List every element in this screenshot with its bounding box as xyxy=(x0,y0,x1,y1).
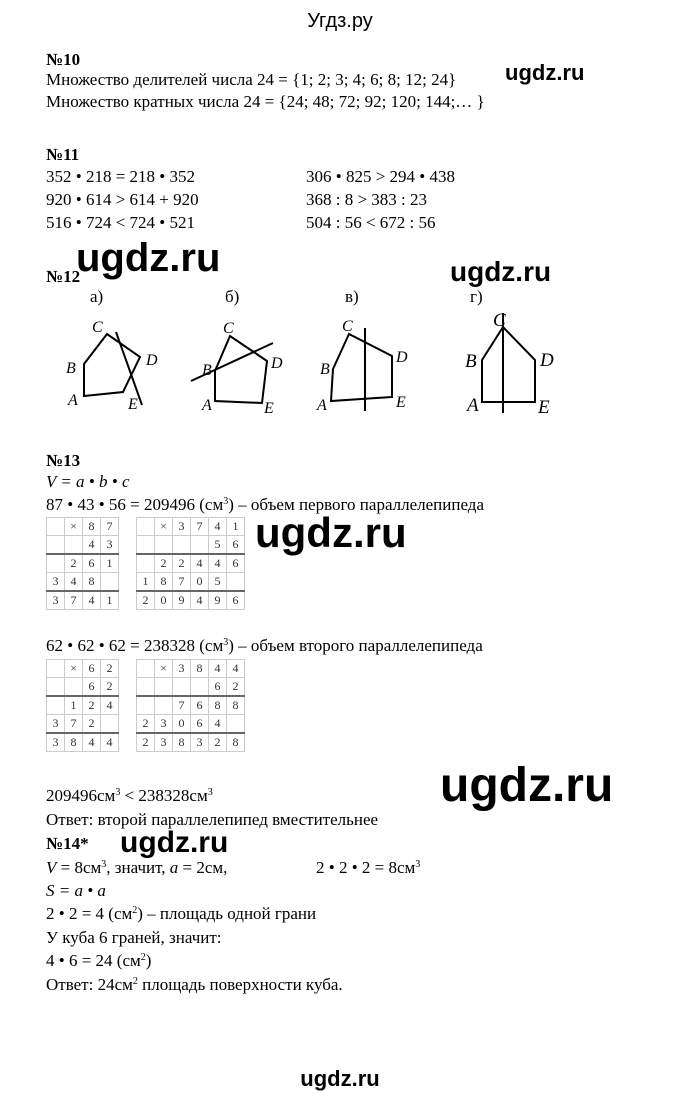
task-10-title: №10 xyxy=(46,50,81,69)
grid-cell: × xyxy=(65,660,83,678)
vertex-label: A xyxy=(467,395,479,416)
grid-cell: 9 xyxy=(209,591,227,610)
figure-label: г) xyxy=(470,287,483,306)
watermark: ugdz.ru xyxy=(255,509,407,556)
grid-cell xyxy=(137,554,155,573)
volume-comparison: $209496см^3 < 238328см^3$ xyxy=(46,786,213,805)
grid-cell xyxy=(47,696,65,715)
grid-cell: 4 xyxy=(101,733,119,752)
grid-cell: 7 xyxy=(173,696,191,715)
site-title: Угдз.ру xyxy=(307,10,373,32)
grid-cell: 3 xyxy=(173,518,191,536)
grid-cell: 3 xyxy=(191,733,209,752)
grid-cell: 8 xyxy=(209,696,227,715)
grid-cell: 6 xyxy=(191,696,209,715)
grid-row xyxy=(137,696,245,715)
figure-d xyxy=(482,313,535,413)
grid-cell: 4 xyxy=(191,591,209,610)
watermark: ugdz.ru xyxy=(440,759,614,812)
grid-cell: 1 xyxy=(65,696,83,715)
task-13-answer: Ответ: второй параллелепипед вместительнее xyxy=(46,810,379,829)
grid-cell: 2 xyxy=(101,660,119,678)
grid-row xyxy=(47,733,119,752)
grid-row xyxy=(137,715,245,734)
grid-cell xyxy=(101,715,119,734)
grid-cell: 3 xyxy=(173,660,191,678)
grid-cell: 5 xyxy=(209,573,227,592)
grid-cell: 3 xyxy=(47,591,65,610)
vertex-label: C xyxy=(493,310,506,331)
vertex-label: B xyxy=(465,351,477,372)
grid-cell xyxy=(137,678,155,697)
grid-cell: 8 xyxy=(227,696,245,715)
task-11-expr: 504 : 56 < 672 : 56 xyxy=(306,213,436,232)
vertex-label: A xyxy=(317,397,327,414)
task-13-title: №13 xyxy=(46,451,81,470)
grid-cell: 8 xyxy=(65,733,83,752)
task-11-expr: 306 • 825 > 294 • 438 xyxy=(306,167,455,186)
task-14-line: 4 • 6 = 24 $(см^2)$ xyxy=(46,951,152,970)
grid-cell: 2 xyxy=(209,733,227,752)
grid-cell: 2 xyxy=(173,554,191,573)
grid-cell: 8 xyxy=(173,733,191,752)
grid-row xyxy=(47,591,119,610)
grid-cell xyxy=(47,518,65,536)
watermark: ugdz.ru xyxy=(450,256,552,287)
vertex-label: C xyxy=(92,319,103,336)
task-14-answer: Ответ: $24см^2$ площадь поверхности куба. xyxy=(46,975,343,994)
task-11-expr: 368 : 8 > 383 : 23 xyxy=(306,190,428,209)
grid-cell: 6 xyxy=(227,554,245,573)
grid-cell: 6 xyxy=(83,678,101,697)
grid-cell: 4 xyxy=(209,660,227,678)
grid-row xyxy=(137,554,245,573)
grid-cell: 5 xyxy=(209,536,227,555)
grid-cell: 4 xyxy=(209,554,227,573)
grid-cell: 3 xyxy=(47,715,65,734)
grid-cell: 4 xyxy=(227,660,245,678)
task-11-expr: 516 • 724 < 724 • 521 xyxy=(46,213,195,232)
grid-row xyxy=(137,591,245,610)
vertex-label: D xyxy=(271,355,283,372)
grid-row xyxy=(47,536,119,555)
task-14-line: 2 • 2 = 4 $(см^2)$ – площадь одной грани xyxy=(46,904,317,923)
multiplication-grid-3 xyxy=(46,659,119,752)
grid-cell: 3 xyxy=(47,573,65,592)
grid-cell: 6 xyxy=(227,591,245,610)
grid-cell: 3 xyxy=(155,715,173,734)
grid-cell: 2 xyxy=(137,591,155,610)
grid-row xyxy=(137,660,245,678)
vertex-label: B xyxy=(202,362,212,379)
grid-cell xyxy=(137,536,155,555)
grid-cell xyxy=(191,536,209,555)
task-11-title: №11 xyxy=(46,145,80,164)
grid-cell: 1 xyxy=(227,518,245,536)
grid-row xyxy=(47,715,119,734)
grid-cell: 2 xyxy=(83,715,101,734)
watermark: ugdz.ru xyxy=(120,826,229,859)
multiplication-grid-1 xyxy=(46,517,119,610)
grid-cell: 8 xyxy=(227,733,245,752)
grid-cell: 8 xyxy=(83,518,101,536)
grid-cell: 4 xyxy=(209,518,227,536)
grid-row xyxy=(137,678,245,697)
grid-cell: 4 xyxy=(83,591,101,610)
task-12-title: №12 xyxy=(46,267,81,286)
volume-formula: V = a • b • c xyxy=(46,472,130,491)
grid-cell: 2 xyxy=(65,554,83,573)
grid-cell: 1 xyxy=(101,591,119,610)
grid-cell: 2 xyxy=(137,733,155,752)
grid-cell: 2 xyxy=(137,715,155,734)
vertex-label: A xyxy=(68,392,78,409)
grid-cell: 4 xyxy=(83,733,101,752)
grid-cell xyxy=(137,696,155,715)
grid-cell: 7 xyxy=(65,715,83,734)
figure-label: б) xyxy=(225,287,240,306)
grid-cell xyxy=(101,573,119,592)
grid-cell: 2 xyxy=(101,678,119,697)
grid-cell xyxy=(173,678,191,697)
grid-row xyxy=(137,536,245,555)
grid-cell: 2 xyxy=(83,696,101,715)
grid-cell: 2 xyxy=(155,554,173,573)
vertex-label: E xyxy=(264,400,274,417)
grid-cell: 2 xyxy=(227,678,245,697)
task-14-title: №14* xyxy=(46,834,89,853)
grid-cell: 0 xyxy=(155,591,173,610)
grid-cell: 4 xyxy=(209,715,227,734)
grid-cell xyxy=(137,660,155,678)
grid-cell: 8 xyxy=(191,660,209,678)
grid-row xyxy=(47,573,119,592)
grid-cell xyxy=(47,660,65,678)
grid-cell: 8 xyxy=(155,573,173,592)
grid-cell: 3 xyxy=(47,733,65,752)
grid-cell: 6 xyxy=(83,660,101,678)
task-11-expr: 352 • 218 = 218 • 352 xyxy=(46,167,195,186)
grid-cell: 0 xyxy=(191,573,209,592)
grid-cell: 8 xyxy=(83,573,101,592)
grid-row xyxy=(137,518,245,536)
vertex-label: C xyxy=(342,318,353,335)
figure-a xyxy=(84,332,142,405)
grid-cell xyxy=(155,536,173,555)
vertex-label: A xyxy=(202,397,212,414)
watermark: ugdz.ru xyxy=(76,236,221,280)
grid-cell xyxy=(227,573,245,592)
grid-cell xyxy=(227,715,245,734)
grid-cell: 7 xyxy=(65,591,83,610)
watermark: ugdz.ru xyxy=(505,60,585,85)
grid-cell xyxy=(155,696,173,715)
grid-cell: 4 xyxy=(101,696,119,715)
footer-site: ugdz.ru xyxy=(300,1066,380,1091)
vertex-label: D xyxy=(146,352,158,369)
vertex-label: E xyxy=(538,397,550,418)
volume-line-2: 62 • 62 • 62 = 238328 $(см^3)$ – объем второго параллелепипеда xyxy=(46,636,483,655)
grid-row xyxy=(137,573,245,592)
grid-cell: 4 xyxy=(83,536,101,555)
grid-cell: × xyxy=(65,518,83,536)
grid-row xyxy=(47,696,119,715)
grid-cell: 1 xyxy=(101,554,119,573)
grid-cell: 6 xyxy=(227,536,245,555)
grid-cell xyxy=(65,536,83,555)
grid-cell: 1 xyxy=(137,573,155,592)
vertex-label: E xyxy=(396,394,406,411)
vertex-label: D xyxy=(396,349,408,366)
figure-label: в) xyxy=(345,287,359,306)
grid-cell: × xyxy=(155,660,173,678)
task-11-expr: 920 • 614 > 614 + 920 xyxy=(46,190,199,209)
grid-row xyxy=(47,554,119,573)
grid-cell: 3 xyxy=(155,733,173,752)
grid-cell: 7 xyxy=(173,573,191,592)
task-14-line: У куба 6 граней, значит: xyxy=(46,928,222,947)
task-10-line: Множество кратных числа 24 = {24; 48; 72; 92; 120; 144;… } xyxy=(46,92,485,111)
grid-cell xyxy=(155,678,173,697)
vertex-label: C xyxy=(223,320,234,337)
figure-label: а) xyxy=(90,287,104,306)
vertex-label: D xyxy=(540,350,554,371)
grid-cell: 7 xyxy=(101,518,119,536)
grid-cell xyxy=(47,536,65,555)
figure-c xyxy=(331,328,392,411)
grid-row xyxy=(47,518,119,536)
grid-cell xyxy=(191,678,209,697)
grid-cell: × xyxy=(155,518,173,536)
area-formula: S = a • a xyxy=(46,881,106,900)
grid-cell: 4 xyxy=(191,554,209,573)
grid-row xyxy=(137,733,245,752)
grid-row xyxy=(47,678,119,697)
vertex-label: B xyxy=(320,361,330,378)
grid-cell: 6 xyxy=(191,715,209,734)
grid-cell: 6 xyxy=(83,554,101,573)
grid-cell xyxy=(65,678,83,697)
grid-cell: 0 xyxy=(173,715,191,734)
grid-cell xyxy=(47,554,65,573)
grid-cell xyxy=(47,678,65,697)
volume-line-1: 87 • 43 • 56 = 209496 $(см^3)$ – объем первого параллелепипеда xyxy=(46,495,484,514)
grid-cell xyxy=(137,518,155,536)
multiplication-grid-2 xyxy=(136,517,245,610)
grid-cell: 4 xyxy=(65,573,83,592)
vertex-label: B xyxy=(66,360,76,377)
task-14-check: 2 • 2 • $2 = 8см^3$ xyxy=(316,858,421,877)
grid-cell: 7 xyxy=(191,518,209,536)
grid-cell xyxy=(173,536,191,555)
grid-cell: 9 xyxy=(173,591,191,610)
multiplication-grid-4 xyxy=(136,659,245,752)
grid-row xyxy=(47,660,119,678)
grid-cell: 6 xyxy=(209,678,227,697)
task-10-line: Множество делителей числа 24 = {1; 2; 3; 4; 6; 8; 12; 24} xyxy=(46,70,457,89)
vertex-label: E xyxy=(128,396,138,413)
task-14-line: $V = 8см^3$, значит, a = 2см, xyxy=(46,858,228,877)
grid-cell: 3 xyxy=(101,536,119,555)
